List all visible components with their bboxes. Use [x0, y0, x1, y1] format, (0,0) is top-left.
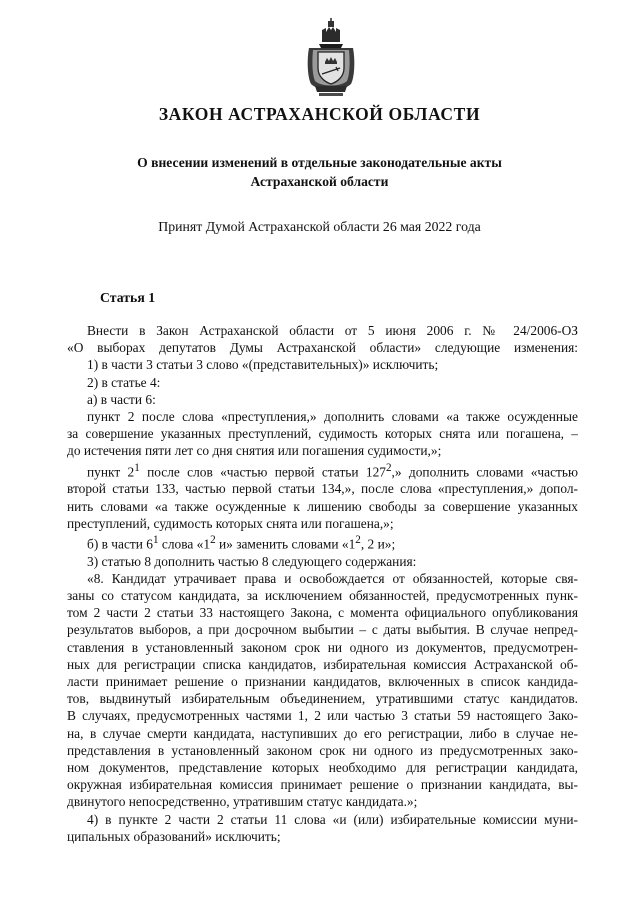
text-line: преступлений, судимость которых снята или погашена,»; [67, 515, 394, 531]
text-fragment: слова «1 [158, 536, 211, 552]
text-line: нить словами «а также осужденные к лишению свободы за совершение указанных [67, 498, 578, 514]
superscript: 1 [152, 533, 159, 546]
text-fragment: , 2 и»; [360, 536, 396, 552]
subtitle-line: О внесении изменений в отдельные законодательные акты [137, 155, 502, 170]
coat-of-arms-icon [301, 18, 361, 98]
text-line: а) в части 6: [87, 391, 156, 407]
text-fragment: и» заменить словами «1 [215, 536, 356, 552]
text-line: ных для регистрации списка кандидатов, избирательная комиссия Астраханской об- [67, 656, 578, 672]
text-line: ставления в установленный законом срок ни одного из документов, предусмотрен- [67, 639, 578, 655]
text-line: двинутого непосредственно, утратившим статус кандидата.»; [67, 794, 418, 810]
text-line: за совершение указанных преступлений, судимость которых снята или погашена, – [67, 426, 578, 442]
text-fragment: пункт 2 [87, 464, 135, 480]
adoption-note: Принят Думой Астраханской области 26 мая 2022 года [158, 219, 481, 234]
superscript: 2 [355, 533, 361, 546]
text-line: том 2 части 2 статьи 33 настоящего Закона, с момента официального опубликования [67, 605, 578, 621]
superscript: 2 [210, 533, 216, 546]
text-line [67, 460, 578, 481]
text-line: 1) в части 3 статьи 3 слово «(представительных)» исключить; [87, 357, 439, 373]
text-line: «8. Кандидат утрачивает права и освобождается от обязанностей, которые свя- [87, 570, 578, 586]
text-line: «О выборах депутатов Думы Астраханской области» следующие изменения: [67, 340, 578, 356]
article-body [67, 322, 578, 845]
text-line: результатов выборов, а при досрочном выбытии – с даты выбытия. В случае непред- [67, 622, 578, 638]
text-line: ципальных образований» исключить; [67, 828, 281, 844]
superscript: 1 [134, 461, 140, 474]
text-line: Внести в Закон Астраханской области от 5 июня 2006 г. № 24/2006-ОЗ [87, 323, 578, 338]
text-line: на, в случае смерти кандидата, наступивших до его регистрации, либо в случае не- [67, 725, 578, 741]
text-line: тов, выдвинутый избирательным объединением, утратившими статус кандидатов. [67, 691, 578, 707]
text-line: окружная избирательная комиссия принимает решение о признании кандидата, вы- [67, 777, 578, 793]
superscript: 2 [385, 461, 392, 474]
text-fragment: б) в части 6 [87, 536, 153, 552]
text-fragment: после слов «частью первой статьи 127 [139, 464, 386, 480]
text-line: пункт 2 после слова «преступления,» дополнить словами «а также осужденные [87, 409, 578, 425]
text-line: второй статьи 133, частью первой статьи 134,», после слова «преступления,» допол- [67, 481, 578, 497]
subtitle-line: Астраханской области [250, 174, 389, 189]
text-line: 3) статью 8 дополнить частью 8 следующего содержания: [87, 553, 417, 569]
law-subtitle [0, 153, 639, 191]
text-line: В случаях, предусмотренных частями 1, 2 или частью 3 статьи 59 настоящего Зако- [67, 708, 578, 724]
text-line: до истечения пяти лет со дня снятия или погашения судимости,»; [67, 443, 442, 459]
text-line: 2) в статье 4: [87, 374, 161, 390]
text-line: ном документов, представление которых необходимо для регистрации кандидата, [67, 760, 578, 776]
article-heading: Статья 1 [100, 290, 156, 305]
text-fragment: ,» дополнить словами «частью [391, 464, 578, 480]
text-line: ласти принимает решение о признании кандидатов, включенных в список кандида- [67, 674, 578, 689]
text-line: заны со статусом кандидата, за исключением обязанностей, предусмотренных пунк- [67, 587, 578, 603]
law-title: ЗАКОН АСТРАХАНСКОЙ ОБЛАСТИ [158, 104, 481, 124]
text-line [67, 532, 578, 553]
text-line: 4) в пункте 2 части 2 статьи 11 слова «и (или) избирательные комиссии муни- [87, 811, 578, 827]
text-line: представления в установленный законом срок ни одного из предусмотренных зако- [67, 742, 578, 758]
